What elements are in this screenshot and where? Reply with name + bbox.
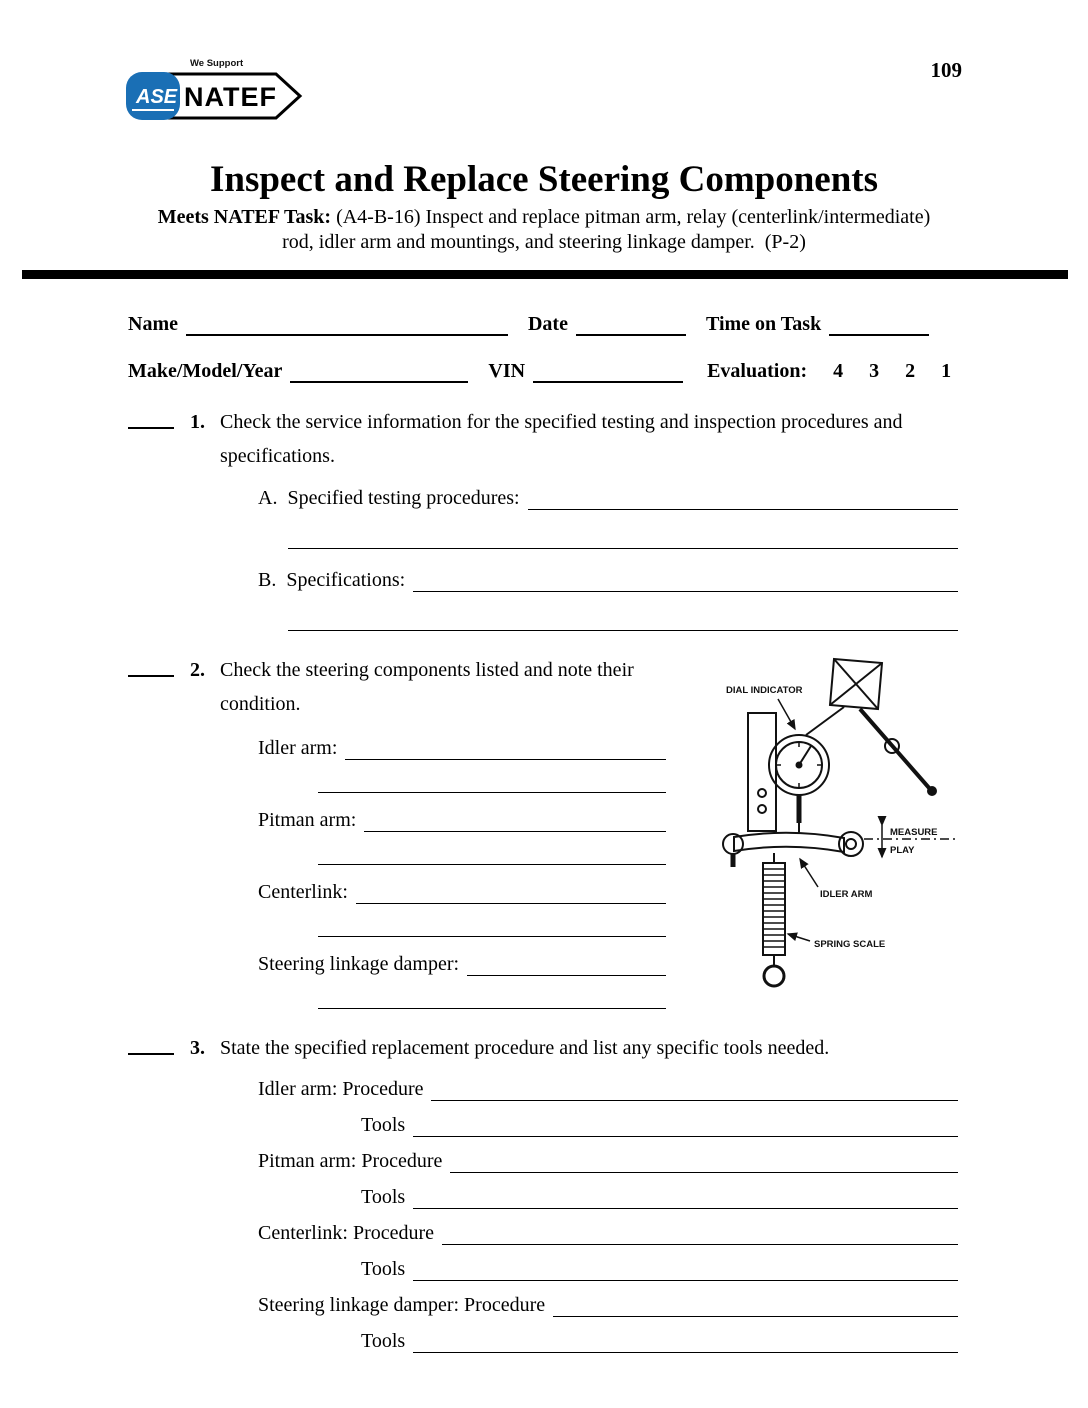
task-subtitle bbox=[144, 205, 944, 255]
tools-row-pitman-arm bbox=[361, 1186, 958, 1209]
tools-blank bbox=[413, 1347, 958, 1353]
measure-play-label-line1: MEASURE bbox=[890, 827, 938, 838]
procedure-row-idler-arm bbox=[258, 1078, 958, 1101]
task-1-check-blank bbox=[128, 427, 174, 429]
idler-arm-shape bbox=[734, 833, 844, 852]
make-model-year-label: Make/Model/Year bbox=[128, 360, 283, 382]
time-on-task-label: Time on Task bbox=[705, 313, 822, 335]
component-row bbox=[258, 809, 666, 832]
task-3-text: State the specified replacement procedure and list any specific tools needed. bbox=[220, 1037, 830, 1059]
item-b-row bbox=[258, 569, 958, 592]
item-a-continuation-line bbox=[288, 548, 958, 549]
task-2-text: Check the steering components listed and note their condition. bbox=[220, 659, 634, 715]
task-2-number: 2. bbox=[190, 659, 205, 681]
tools-row-centerlink bbox=[361, 1258, 958, 1281]
item-b-continuation-line bbox=[288, 630, 958, 631]
task-3-number: 3. bbox=[190, 1037, 205, 1059]
task-2-check-blank bbox=[128, 675, 174, 677]
steering-linkage-damper-label: Steering linkage damper: bbox=[258, 953, 460, 975]
form-row-2 bbox=[128, 360, 958, 383]
damper-procedure-label: Steering linkage damper: Procedure bbox=[258, 1294, 546, 1316]
procedure-row-centerlink bbox=[258, 1222, 958, 1245]
meets-natef-text: (A4-B-16) Inspect and replace pitman arm, relay (centerlink/intermediate) rod, idler arm and mountings, and steering linkage damper. (P-2) bbox=[282, 206, 931, 253]
component-row bbox=[258, 881, 666, 904]
form-row-1 bbox=[128, 313, 958, 336]
spring-scale-label: SPRING SCALE bbox=[814, 939, 886, 950]
measure-play-label-line2: PLAY bbox=[890, 845, 915, 856]
ase-label: ASE bbox=[136, 86, 178, 108]
indicator-rod bbox=[860, 709, 930, 789]
damper-blank bbox=[467, 970, 666, 976]
natef-logo-graphic bbox=[124, 50, 310, 138]
make-model-year-blank bbox=[290, 377, 468, 383]
divider-rule bbox=[22, 270, 1068, 279]
centerlink-procedure-label: Centerlink: Procedure bbox=[258, 1222, 435, 1244]
task-3-head bbox=[128, 1031, 958, 1065]
meets-natef-label: Meets NATEF Task: bbox=[157, 206, 332, 228]
item-b-label: B. Specifications: bbox=[258, 569, 406, 591]
tools-row-damper bbox=[361, 1330, 958, 1353]
task-1-head bbox=[128, 405, 958, 473]
tools-blank bbox=[413, 1275, 958, 1281]
worksheet-content bbox=[0, 313, 1088, 1353]
idler-arm-continuation-line bbox=[318, 792, 666, 793]
steering-illustration-graphic bbox=[694, 647, 966, 1007]
centerlink-blank bbox=[356, 898, 666, 904]
tools-row-idler-arm bbox=[361, 1114, 958, 1137]
page-number: 109 bbox=[930, 58, 962, 82]
vin-label: VIN bbox=[488, 360, 526, 382]
idler-arm-label: IDLER ARM bbox=[820, 889, 873, 900]
procedure-row-damper bbox=[258, 1294, 958, 1317]
tools-label: Tools bbox=[361, 1114, 406, 1136]
procedure-blank bbox=[431, 1095, 958, 1101]
centerlink-continuation-line bbox=[318, 936, 666, 937]
damper-continuation-line bbox=[318, 1008, 666, 1009]
item-a-blank bbox=[528, 504, 958, 510]
procedure-row-pitman-arm bbox=[258, 1150, 958, 1173]
date-blank bbox=[576, 330, 686, 336]
procedure-blank bbox=[553, 1311, 958, 1317]
we-support-label: We Support bbox=[190, 58, 244, 69]
vin-blank bbox=[533, 377, 683, 383]
steering-illustration bbox=[694, 647, 966, 1007]
name-label: Name bbox=[128, 313, 178, 335]
dial-indicator-label: DIAL INDICATOR bbox=[726, 685, 803, 696]
evaluation-score-4: 4 bbox=[833, 360, 844, 382]
tools-blank bbox=[413, 1131, 958, 1137]
centerlink-label: Centerlink: bbox=[258, 881, 348, 903]
name-blank bbox=[186, 330, 508, 336]
idler-arm-label: Idler arm: bbox=[258, 737, 338, 759]
date-label: Date bbox=[527, 313, 568, 335]
task-1-text: Check the service information for the specified testing and inspection procedures and specifications. bbox=[220, 411, 903, 467]
tools-blank bbox=[413, 1203, 958, 1209]
task-1 bbox=[128, 405, 958, 631]
task-1-number: 1. bbox=[190, 411, 205, 433]
pitman-arm-procedure-label: Pitman arm: Procedure bbox=[258, 1150, 443, 1172]
natef-logo bbox=[124, 50, 310, 143]
task-3-check-blank bbox=[128, 1053, 174, 1055]
spring-scale-ring bbox=[764, 966, 784, 986]
time-on-task-blank bbox=[829, 330, 929, 336]
tools-label: Tools bbox=[361, 1186, 406, 1208]
idler-arm-procedure-label: Idler arm: Procedure bbox=[258, 1078, 424, 1100]
evaluation-score-2: 2 bbox=[905, 360, 916, 382]
component-row bbox=[258, 953, 666, 976]
task-3 bbox=[128, 1031, 958, 1353]
procedure-blank bbox=[450, 1167, 958, 1173]
pitman-arm-blank bbox=[364, 826, 666, 832]
tools-label: Tools bbox=[361, 1330, 406, 1352]
evaluation-score-3: 3 bbox=[869, 360, 880, 382]
idler-arm-blank bbox=[345, 754, 666, 760]
procedure-blank bbox=[442, 1239, 958, 1245]
item-a-row bbox=[258, 487, 958, 510]
item-b-blank bbox=[413, 586, 958, 592]
evaluation-score-1: 1 bbox=[941, 360, 952, 382]
task-2 bbox=[128, 653, 958, 1009]
item-a-label: A. Specified testing procedures: bbox=[258, 487, 520, 509]
pitman-arm-label: Pitman arm: bbox=[258, 809, 357, 831]
tools-label: Tools bbox=[361, 1258, 406, 1280]
page-title: Inspect and Replace Steering Components bbox=[209, 159, 879, 200]
component-row bbox=[258, 737, 666, 760]
natef-label: NATEF bbox=[184, 82, 277, 112]
pitman-arm-continuation-line bbox=[318, 864, 666, 865]
evaluation-label: Evaluation: bbox=[707, 360, 808, 382]
